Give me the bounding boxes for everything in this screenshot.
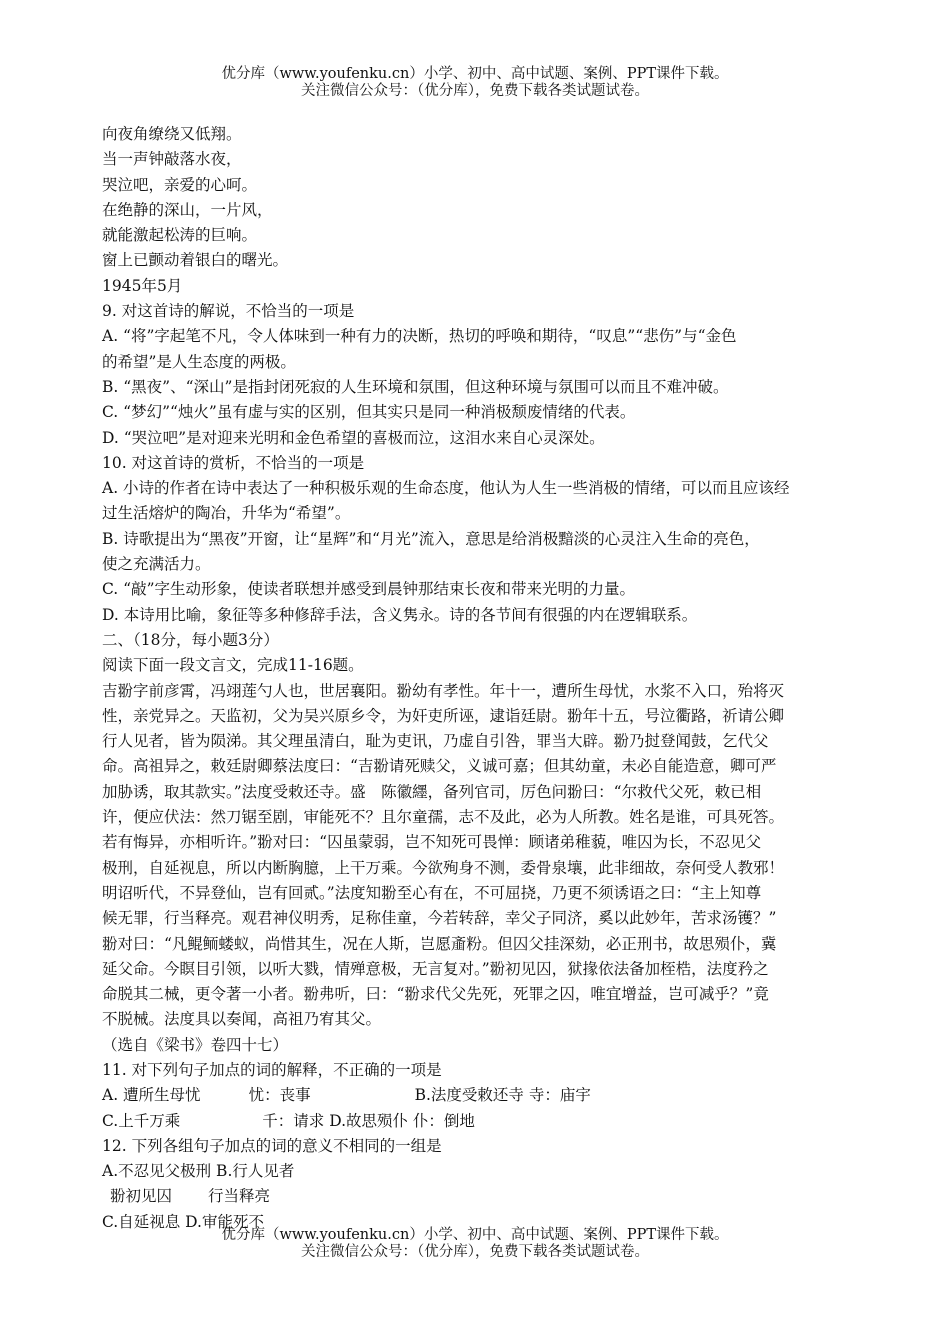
question-10-option-c: C. “敲”字生动形象，使读者联想并感受到晨钟那结束长夜和带来光明的力量。 bbox=[102, 580, 636, 599]
question-10-option-a-cont: 过生活熔炉的陶冶，升华为“希望”。 bbox=[102, 504, 351, 523]
classical-text-line: 命脱其二械，更令著一小者。翂弗听，曰：“翂求代父先死，死罪之囚，唯宜增益，岂可减乎？”竟 bbox=[102, 985, 769, 1004]
question-9-option-b: B. “黑夜”、“深山”是指封闭死寂的人生环境和氛围，但这种环境与氛围可以而且不难冲破。 bbox=[102, 377, 729, 396]
footer-line-2: 关注微信公众号：（优分库），免费下载各类试题试卷。 bbox=[301, 1244, 649, 1260]
classical-text-line: 候无罪，行当释亮。观君神仪明秀，足称佳童，今若转辞，幸父子同济，奚以此妙年，苦求汤镬？” bbox=[102, 909, 777, 928]
classical-text-line: 加胁诱，取其款实。”法度受敕还寺。盛 陈徽纆，备列官司，厉色问翂曰：“尔救代父死，敕已相 bbox=[102, 782, 762, 801]
question-12-options-ab: A.不忍见父极刑 B.行人见者 bbox=[102, 1162, 295, 1181]
question-10-option-d: D. 本诗用比喻，象征等多种修辞手法，含义隽永。诗的各节间有很强的内在逻辑联系。 bbox=[102, 605, 698, 624]
question-9-option-d: D. “哭泣吧”是对迎来光明和金色希望的喜极而泣，这泪水来自心灵深处。 bbox=[102, 428, 605, 447]
question-11-option-c: C.上千万乘 bbox=[102, 1111, 181, 1130]
question-11-option-d: D.故思殒仆 仆：倒地 bbox=[329, 1111, 475, 1130]
question-10-option-b: B. 诗歌提出为“黑夜”开窗，让“星辉”和“月光”流入，意思是给消极黯淡的心灵注入生命的亮色， bbox=[102, 529, 760, 548]
question-11-option-b: B.法度受敕还寺 寺：庙宇 bbox=[414, 1086, 591, 1105]
question-12-stem: 12. 下列各组句子加点的词的意义不相同的一组是 bbox=[102, 1136, 442, 1155]
question-9-option-a-cont: 的希望”是人生态度的两极。 bbox=[102, 352, 296, 371]
classical-text-line: 极刑，自延视息，所以内断胸臆，上干万乘。今欲殉身不测，委骨泉壤，此非细故，奈何受人教邪！ bbox=[102, 858, 785, 877]
classical-text-line: 若有悔异，亦相听许。”翂对曰：“囚虽蒙弱，岂不知死可畏惮：顾诸弟稚藐，唯囚为长，不忍见父 bbox=[102, 833, 762, 852]
poem-line: 向夜角缭绕又低翔。 bbox=[102, 125, 242, 143]
question-11-options-ab bbox=[102, 1083, 862, 1108]
question-12-options-cd: C.自延视息 D.审能死不 bbox=[102, 1212, 264, 1231]
classical-text-line: 命。高祖异之，敕廷尉卿蔡法度曰：“吉翂请死赎父，义诚可嘉；但其幼童，未必自能造意，卿可严 bbox=[102, 757, 777, 776]
classical-text-line: 翂对曰：“凡鲲鲕蝼蚁，尚惜其生，况在人斯，岂愿齑粉。但囚父挂深劾，必正刑书，故思殒仆，冀 bbox=[102, 934, 777, 953]
question-11-options-cd bbox=[102, 1109, 862, 1134]
question-9-stem: 9. 对这首诗的解说，不恰当的一项是 bbox=[102, 302, 355, 321]
question-11-option-c-gloss: 千：请求 bbox=[262, 1111, 325, 1130]
poem-line: 哭泣吧，亲爱的心呵。 bbox=[102, 175, 258, 194]
header-line-2: 关注微信公众号：（优分库），免费下载各类试题试卷。 bbox=[301, 83, 649, 99]
document-body bbox=[102, 122, 862, 1235]
question-10-stem: 10. 对这首诗的赏析，不恰当的一项是 bbox=[102, 453, 365, 472]
classical-text-line: 延父命。今瞑目引领，以听大戮，情殚意极，无言复对。”翂初见囚，狱掾依法备加桎梏，法度矜之 bbox=[102, 959, 769, 978]
question-11-option-a-gloss: 忧：丧事 bbox=[248, 1086, 311, 1105]
classical-text-line: 行人见者，皆为陨涕。其父理虽清白，耻为吏讯，乃虚自引咎，罪当大辟。翂乃挝登闻鼓，乞代父 bbox=[102, 732, 769, 751]
poem-line: 当一声钟敲落水夜， bbox=[102, 150, 242, 169]
classical-text-line: 明诏听代，不异登仙，岂有回贰。”法度知翂至心有在，不可屈挠，乃更不须诱语之曰：“主上知尊 bbox=[102, 883, 762, 902]
poem-line: 窗上已颤动着银白的曙光。 bbox=[102, 251, 289, 270]
question-12-option-b-second: 行当释亮 bbox=[208, 1187, 271, 1206]
question-10-option-a: A. 小诗的作者在诗中表达了一种积极乐观的生命态度，他认为人生一些消极的情绪，可以而且应该经 bbox=[102, 479, 790, 498]
question-12-pair-2 bbox=[102, 1184, 862, 1209]
poem-date: 1945年5月 bbox=[102, 276, 183, 295]
classical-text-line: 性，亲党异之。天监初，父为吴兴原乡令，为奸吏所诬，逮诣廷尉。翂年十五，号泣衢路，祈请公卿 bbox=[102, 706, 785, 725]
question-11-stem: 11. 对下列句子加点的词的解释，不正确的一项是 bbox=[102, 1060, 442, 1079]
source-citation: （选自《梁书》卷四十七） bbox=[102, 1035, 289, 1054]
poem-line: 在绝静的深山，一片风， bbox=[102, 200, 273, 219]
footer-line-1: 优分库（www.youfenku.cn）小学、初中、高中试题、案例、PPT课件下载。 bbox=[221, 1227, 729, 1243]
question-9-option-a: A. “将”字起笔不凡，令人体味到一种有力的决断，热切的呼唤和期待，“叹息”“悲伤”与“金色 bbox=[102, 327, 737, 346]
page-header bbox=[0, 66, 950, 100]
question-9-option-c: C. “梦幻”“烛火”虽有虚与实的区别，但其实只是同一种消极颓废情绪的代表。 bbox=[102, 403, 636, 422]
classical-text-line: 许，便应伏法：然刀锯至剧，审能死不？且尔童孺，志不及此，必为人所教。姓名是谁，可具死答。 bbox=[102, 808, 785, 827]
section-2-heading: 二、（18分，每小题3分） bbox=[102, 630, 279, 649]
page-footer bbox=[0, 1227, 950, 1261]
classical-text-line: 吉翂字前彦霄，冯翊莲勺人也，世居襄阳。翂幼有孝性。年十一，遭所生母忧，水浆不入口，殆将灭 bbox=[102, 681, 785, 700]
question-11-option-a: A. 遭所生母忧 bbox=[102, 1086, 201, 1105]
section-2-instruction: 阅读下面一段文言文，完成11-16题。 bbox=[102, 656, 364, 675]
header-line-1: 优分库（www.youfenku.cn）小学、初中、高中试题、案例、PPT课件下载。 bbox=[221, 66, 729, 82]
poem-line: 就能激起松涛的巨响。 bbox=[102, 226, 258, 245]
question-12-option-a-second: 翂初见囚 bbox=[110, 1187, 173, 1206]
classical-text-line: 不脱械。法度具以奏闻，高祖乃宥其父。 bbox=[102, 1010, 382, 1029]
question-10-option-b-cont: 使之充满活力。 bbox=[102, 555, 211, 574]
